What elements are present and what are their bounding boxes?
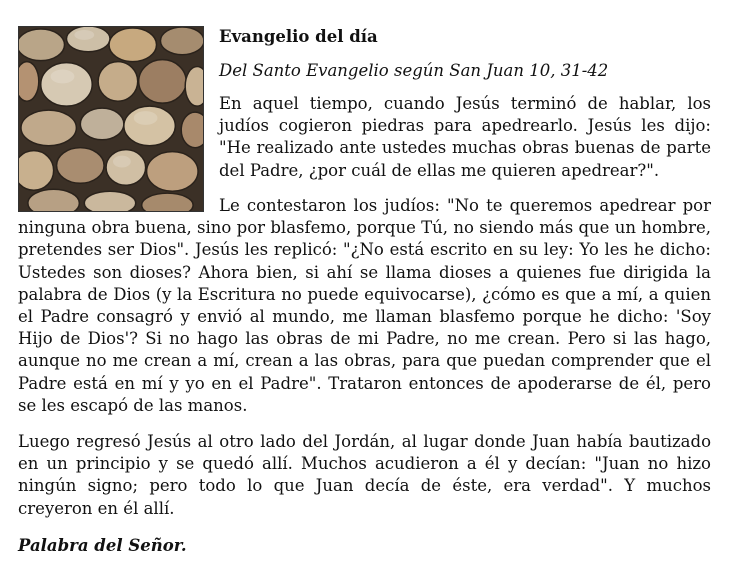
paragraph-1: En aquel tiempo, cuando Jesús terminó de hablar, los judíos cogieron piedras para apedrearlo. Jesús les dijo: "He realizado ante ustedes muchas obras buenas de parte del Padre, ¿por cuál de ellas me quieren apedrear?". (219, 94, 711, 180)
article-title: Evangelio del día (219, 27, 378, 46)
stone-wall-illustration (19, 27, 203, 211)
closing-line: Palabra del Señor. (18, 536, 187, 555)
stone-wall-image (18, 26, 204, 212)
article-subtitle: Del Santo Evangelio según San Juan 10, 31-42 (219, 61, 609, 80)
paragraph-3: Luego regresó Jesús al otro lado del Jordán, al lugar donde Juan había bautizado en un principio y se quedó allí. Muchos acudieron a él y decían: "Juan no hizo ningún signo; pero todo lo que Juan decía de éste, era verdad". Y muchos creyeron en él allí. (18, 432, 711, 518)
paragraph-2: Le contestaron los judíos: "No te queremos apedrear por ninguna obra buena, sino por blasfemo, porque Tú, no siendo más que un hombre, pretendes ser Dios". Jesús les replicó: "¿No está escrito en su ley: Yo les he dicho: Ustedes son dioses? Ahora bien, si ahí se llama dioses a quienes fue dirigida la palabra de Dios (y la Escritura no puede equivocarse), ¿cómo es que a mí, a quien el Padre consagró y envió al mundo, me llaman blasfemo porque he dicho: 'Soy Hijo de Dios'? Si no hago las obras de mi Padre, no me crean. Pero si las hago, aunque no me crean a mí, crean a las obras, para que puedan comprender que el Padre está en mí y yo en el Padre". Trataron entonces de apoderarse de él, pero se les escapó de las manos. (18, 196, 711, 415)
